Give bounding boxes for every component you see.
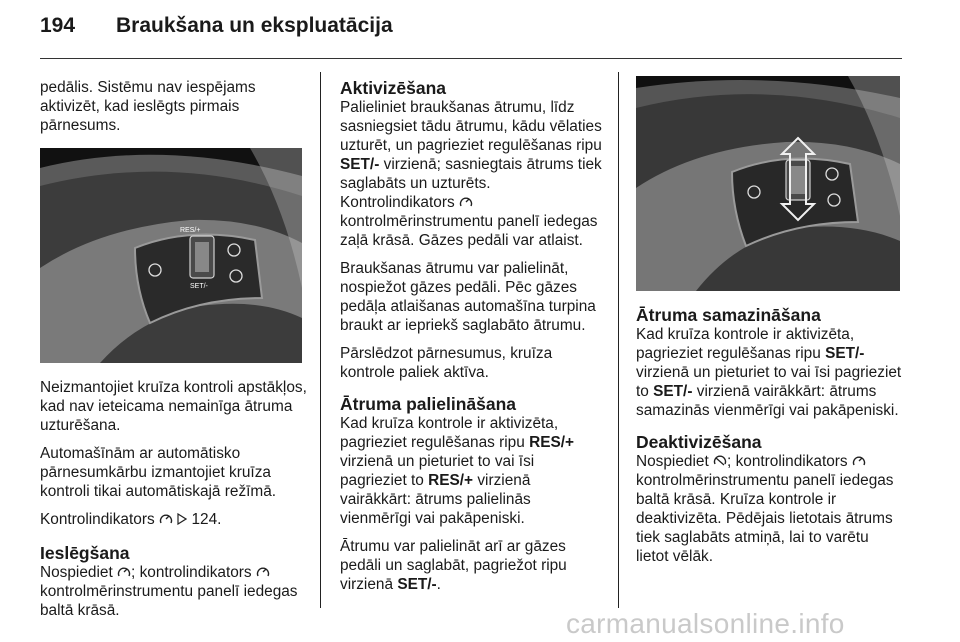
paragraph-increase-speed: Kad kruīza kontrole ir aktivizēta, pagrieziet regulēšanas ripu RES/+ virzienā un pieturiet to vai īsi pagrieziet to RES/+ virzienā vairākkārt: ātrums palielinās vienmērīgi vai pakāpeniski. <box>340 415 575 527</box>
key-set: SET/- <box>397 576 437 593</box>
cruise-control-indicator-icon <box>256 566 270 578</box>
page-number: 194 <box>40 14 76 37</box>
watermark: carmanualsonline.info <box>566 608 845 639</box>
page-reference-icon <box>177 513 187 525</box>
intro-paragraph: pedālis. Sistēmu nav iespējams aktivizēt, kad ieslēgts pirmais pārnesums. <box>40 79 256 134</box>
key-res: RES/+ <box>428 472 474 489</box>
cruise-control-indicator-icon <box>852 455 866 467</box>
steering-wheel-illustration <box>40 148 302 363</box>
paragraph-gear-change: Pārslēdzot pārnesumus, kruīza kontrole paliek aktīva. <box>340 345 553 381</box>
cruise-control-indicator-icon <box>459 196 473 208</box>
cruise-control-indicator-icon <box>159 513 173 525</box>
page-reference: 124. <box>191 511 222 528</box>
paragraph-switch-on: Nospiediet ; kontrolindikators kontrolmērinstrumentu panelī iedegas baltā krāsā. <box>40 564 298 619</box>
paragraph-indicator-ref: Kontrolindikators 124. <box>40 511 222 528</box>
column-left <box>40 78 308 629</box>
illustration-label-set: SET/- <box>190 283 208 290</box>
heading-increase-speed: Ātruma palielināšana <box>340 394 517 414</box>
page-header <box>40 14 900 50</box>
heading-switch-on: Ieslēgšana <box>40 543 130 563</box>
paragraph-decrease-speed: Kad kruīza kontrole ir aktivizēta, pagrieziet regulēšanas ripu SET/- virzienā un pieturiet to vai īsi pagrieziet to SET/- virzienā vairākkārt: ātrums samazinās vienmērīgi vai pakāpeniski. <box>636 326 902 419</box>
paragraph-no-cruise: Neizmantojiet kruīza kontroli apstākļos, kad nav ieteicama nemainīga ātruma uzturēšana. <box>40 379 307 434</box>
paragraph-deactivation: Nospiediet ; kontrolindikators kontrolmērinstrumentu panelī iedegas baltā krāsā. Kruīza kontrole ir deaktivizēta. Pēdējais lietotais ātrums tiek saglabāts atmiņā, lai to varētu lietot vēlāk. <box>636 453 894 565</box>
column-middle <box>340 78 604 603</box>
cruise-off-button-icon <box>713 455 727 467</box>
key-res: RES/+ <box>529 434 575 451</box>
column-right <box>636 76 902 575</box>
heading-decrease-speed: Ātruma samazināšana <box>636 305 821 325</box>
key-set: SET/- <box>653 383 693 400</box>
chapter-title: Braukšana un ekspluatācija <box>116 14 393 37</box>
header-rule <box>40 58 902 59</box>
key-set: SET/- <box>825 345 865 362</box>
paragraph-automatic: Automašīnām ar automātisko pārnesumkārbu izmantojiet kruīza kontroli tikai automātiskajā režīmā. <box>40 445 277 500</box>
paragraph-accelerator: Braukšanas ātrumu var palielināt, nospiežot gāzes pedāli. Pēc gāzes pedāļa atlaišanas automašīna turpina braukt ar iepriekš saglabāto ātrumu. <box>340 260 596 334</box>
cruise-control-button-icon <box>117 566 131 578</box>
steering-wheel-dial-illustration <box>636 76 900 291</box>
column-divider <box>618 72 619 608</box>
key-set: SET/- <box>340 156 380 173</box>
heading-activation: Aktivizēšana <box>340 78 447 98</box>
illustration-label-res: RES/+ <box>180 227 201 234</box>
column-divider <box>320 72 321 608</box>
paragraph-activation: Palieliniet braukšanas ātrumu, līdz sasniegsiet tādu ātrumu, kādu vēlaties uzturēt, un pagrieziet regulēšanas ripu SET/- virzienā; sasniegtais ātrums tiek saglabāts un uzturēts. Kontrolindikators kontrolmērinstrumentu panelī iedegas zaļā krāsā. Gāzes pedāli var atlaist. <box>340 99 602 249</box>
heading-deactivation: Deaktivizēšana <box>636 432 762 452</box>
paragraph-store-speed: Ātrumu var palielināt arī ar gāzes pedāli un saglabāt, pagriežot ripu virzienā SET/-. <box>340 538 567 593</box>
